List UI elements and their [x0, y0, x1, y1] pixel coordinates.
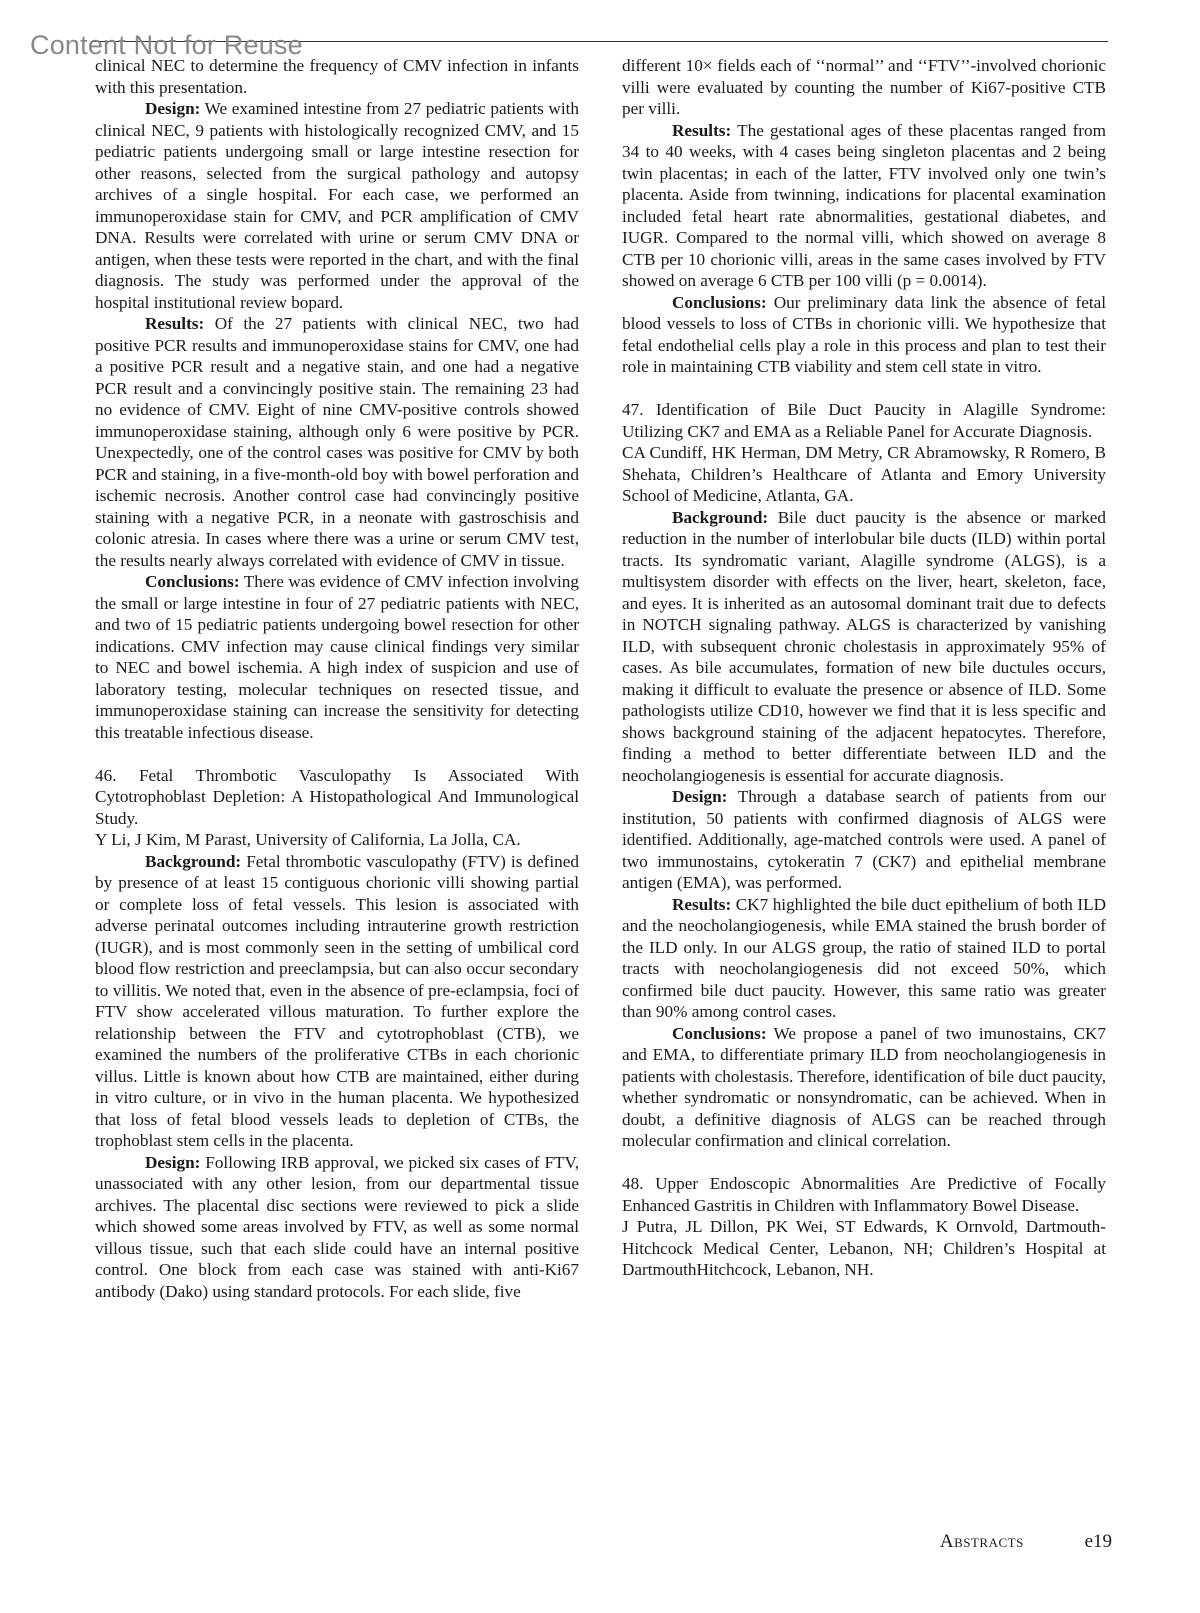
abstract-48-title: 48. Upper Endoscopic Abnormalities Are Predictive of Focally Enhanced Gastritis in Children with Inflammatory Bowel Disease.	[622, 1174, 1106, 1215]
results-text: The gestational ages of these placentas ranged from 34 to 40 weeks, with 4 cases being singleton placentas and 2 being twin placentas; in each of the latter, FTV involved only one twin’s placenta. Aside from twinning, indications for placental examination included fetal heart rate abnormalities, gestational diabetes, and IUGR. Compared to the normal villi, which showed on average 8 CTB per 10 chorionic villi, areas in the same cases involved by FTV showed on average 6 CTB per 100 villi (p = 0.0014).	[622, 120, 1106, 290]
abstract-46-title: 46. Fetal Thrombotic Vasculopathy Is Associated With Cytotrophoblast Depletion: A Histopathological And Immunological Study.	[95, 765, 579, 828]
abstract-46-results	[622, 120, 1106, 292]
conclusions-text: We propose a panel of two imunostains, CK7 and EMA, to differentiate primary ILD from neocholangiogenesis in patients with cholestasis. Therefore, identification of bile duct paucity, whether syndromatic or nonsyndromatic, can be achieved. When in doubt, a definitive diagnosis of ALGS can be reached through molecular confirmation and clinical correlation.	[622, 1023, 1106, 1150]
design-label: Design:	[145, 99, 201, 118]
abstract-48-authors: J Putra, JL Dillon, PK Wei, ST Edwards, K Ornvold, Dartmouth-Hitchcock Medical Center, Lebanon, NH; Children’s Hospital at DartmouthHitchcock, Lebanon, NH.	[622, 1217, 1106, 1279]
conclusions-label: Conclusions:	[145, 572, 240, 591]
spacer	[622, 378, 1106, 400]
results-text: CK7 highlighted the bile duct epithelium of both ILD and the neocholangiogenesis, while EMA stained the brush border of the ILD only. In our ALGS group, the ratio of stained ILD to portal tracts with neocholangiogenesis did not exceed 50%, which confirmed bile duct paucity. However, this same ratio was greater than 90% among control cases.	[622, 894, 1106, 1021]
abstract-47-title: 47. Identification of Bile Duct Paucity in Alagille Syndrome: Utilizing CK7 and EMA as a Reliable Panel for Accurate Diagnosis.	[622, 400, 1106, 441]
spacer	[95, 743, 579, 765]
abstract-46-design-continued: different 10× fields each of ‘‘normal’’ and ‘‘FTV’’-involved chorionic villi were evaluated by counting the number of Ki67-positive CTB per villi.	[622, 56, 1106, 118]
abstract-47-authors: CA Cundiff, HK Herman, DM Metry, CR Abramowsky, R Romero, B Shehata, Children’s Healthcare of Atlanta and Emory University School of Medicine, Atlanta, GA.	[622, 443, 1106, 505]
spacer	[622, 1152, 1106, 1174]
background-label: Background:	[672, 507, 769, 527]
abstract-47-conclusions	[622, 1023, 1106, 1152]
abstract-46-conclusions	[622, 292, 1106, 378]
abstract-47-results	[622, 894, 1106, 1023]
abstract-46-authors: Y Li, J Kim, M Parast, University of California, La Jolla, CA.	[95, 830, 521, 849]
abstract-45-intro-tail: clinical NEC to determine the frequency of CMV infection in infants with this presentation.	[95, 56, 579, 97]
abstract-47-design	[622, 786, 1106, 894]
design-text: Through a database search of patients from our institution, 50 patients with confirmed diagnosis of ALGS were identified. Additionally, age-matched controls were used. A panel of two immunostains, cytokeratin 7 (CK7) and epithelial membrane antigen (EMA), was performed.	[622, 787, 1106, 892]
results-text: Of the 27 patients with clinical NEC, two had positive PCR results and immunoperoxidase stains for CMV, one had a positive PCR result and a negative stain, and one had a negative PCR result and a convincingly positive stain. The remaining 23 had no evidence of CMV. Eight of nine CMV-positive controls showed immunoperoxidase staining, although only 6 were positive by PCR. Unexpectedly, one of the control cases was positive for CMV by both PCR and staining, in a five-month-old boy with bowel perforation and ischemic necrosis. Another control case had convincingly positive staining with a negative PCR, in a neonate with gastroschisis and colonic atresia. In cases where there was a urine or serum CMV test, the results nearly always correlated with evidence of CMV in tissue.	[95, 314, 580, 570]
left-column	[95, 55, 579, 1302]
right-column	[622, 55, 1106, 1281]
conclusions-label: Conclusions:	[672, 292, 767, 312]
abstract-45-results	[95, 313, 579, 571]
background-label: Background:	[145, 851, 242, 871]
page-footer	[940, 1531, 1112, 1553]
results-label: Results:	[672, 894, 732, 914]
background-text: Bile duct paucity is the absence or marked reduction in the number of interlobular bile ducts (ILD) within portal tracts. Its syndromatic variant, Alagille syndrome (ALGS), is a multisystem disorder with effects on the liver, heart, skeleton, face, and eyes. It is inherited as an autosomal dominant trait due to defects in NOTCH signaling pathway. ALGS is characterized by vanishing ILD, with subsequent chronic cholestasis in approximately 95% of cases. As bile accumulates, formation of new bile ductules occurs, making it difficult to evaluate the presence or absence of ILD. Some pathologists utilize CD10, however we find that it is less specific and shows background staining of the adjacent hepatocytes. Therefore, finding a method to better differentiate between ILD and the neocholangiogenesis is essential for accurate diagnosis.	[622, 507, 1107, 785]
page-number: e19	[1084, 1531, 1112, 1552]
journal-section-name: Abstracts	[939, 1531, 1024, 1552]
design-label: Design:	[145, 1152, 201, 1172]
abstract-46-design	[95, 1152, 579, 1303]
abstract-45-conclusions	[95, 571, 579, 743]
abstract-45-design	[95, 98, 579, 313]
conclusions-text: There was evidence of CMV infection involving the small or large intestine in four of 27 pediatric patients with NEC, and two of 15 pediatric patients undergoing bowel resection for other indications. CMV infection may cause clinical findings very similar to NEC and bowel ischemia. A high index of suspicion and use of laboratory testing, molecular techniques on resected tissue, and immunoperoxidase staining can increase the sensitivity for detecting this treatable infectious disease.	[95, 572, 579, 742]
design-text: Following IRB approval, we picked six cases of FTV, unassociated with any other lesion, from our departmental tissue archives. The placental disc sections were reviewed to pick a slide which showed some areas involved by FTV, as well as some normal villous tissue, such that each slide could have an internal positive control. One block from each case was stained with anti-Ki67 antibody (Dako) using standard protocols. For each slide, five	[95, 1152, 580, 1301]
results-label: Results:	[672, 120, 732, 140]
design-text: We examined intestine from 27 pediatric patients with clinical NEC, 9 patients with histologically recognized CMV, and 15 pediatric patients undergoing small or large intestine resection for other reasons, selected from the surgical pathology and autopsy archives of a single hospital. For each case, we performed an immunoperoxidase stain for CMV, and PCR amplification of CMV DNA. Results were correlated with urine or serum CMV DNA or antigen, when these tests were reported in the chart, and with the final diagnosis. The study was performed under the approval of the hospital institutional review bopard.	[95, 99, 579, 312]
abstract-47-background	[622, 507, 1106, 787]
results-label: Results:	[145, 314, 205, 333]
design-label: Design:	[672, 787, 728, 806]
background-text: Fetal thrombotic vasculopathy (FTV) is defined by presence of at least 15 contiguous chorionic villi showing partial or complete loss of fetal vessels. This lesion is associated with adverse perinatal outcomes including intrauterine growth restriction (IUGR), and is most commonly seen in the setting of umbilical cord blood flow restriction and preeclampsia, but can also occur secondary to villitis. We noted that, even in the absence of pre-eclampsia, foci of FTV show accelerated villous maturation. To further explore the relationship between the FTV and cytotrophoblast (CTB), we examined the numbers of the proliferative CTBs in each chorionic villus. Little is known about how CTB are maintained, either during in vitro culture, or in vivo in the human placenta. We hypothesized that loss of fetal blood vessels leads to depletion of CTBs, the trophoblast stem cells in the placenta.	[95, 851, 579, 1150]
conclusions-text: Our preliminary data link the absence of fetal blood vessels to loss of CTBs in chorionic villi. We hypothesize that fetal endothelial cells play a role in this process and plan to test their role in maintaining CTB viability and stem cell state in vitro.	[622, 292, 1107, 376]
watermark: Content Not for Reuse	[30, 30, 303, 60]
abstract-46-background	[95, 851, 579, 1152]
conclusions-label: Conclusions:	[672, 1023, 767, 1043]
